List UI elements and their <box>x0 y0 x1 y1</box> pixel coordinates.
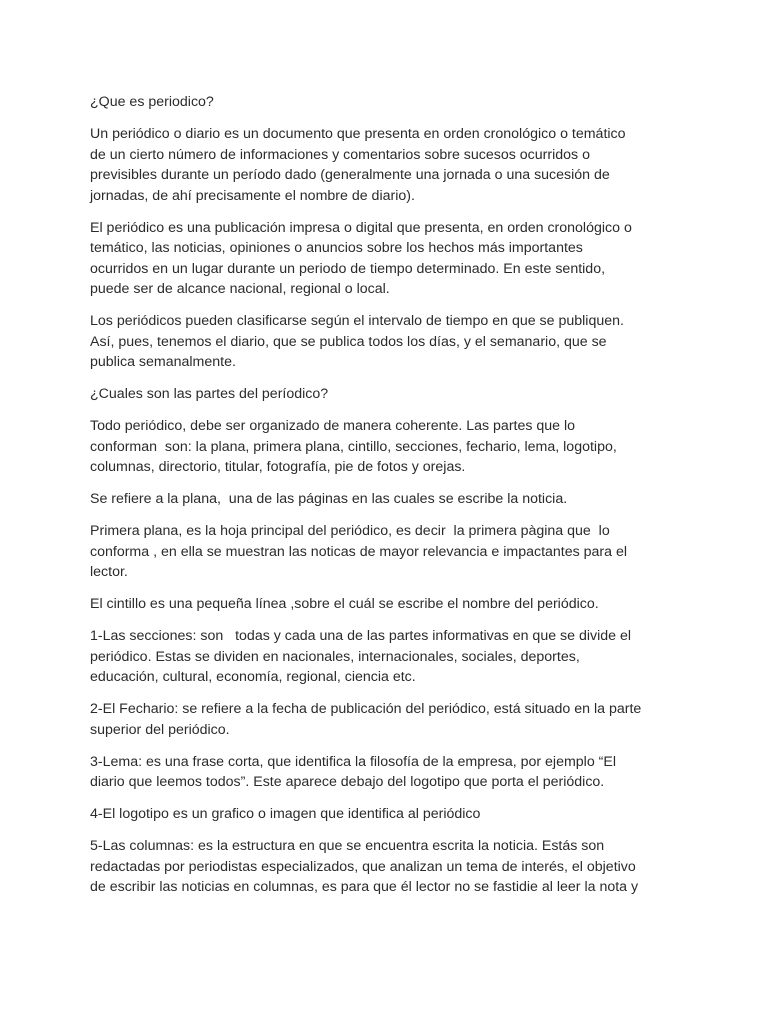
paragraph-primera-plana: Primera plana, es la hoja principal del periódico, es decir la primera pàgina que lo conforma , en ella se muestran las noticas de mayor relevancia e impactantes para el lector. <box>90 523 628 580</box>
paragraph-lema: 3-Lema: es una frase corta, que identifica la filosofía de la empresa, por ejemplo “El diario que leemos todos”. Este aparece debajo del logotipo que porta el periódico. <box>90 753 617 790</box>
paragraph-definicion: Un periódico o diario es un documento que presenta en orden cronológico o temático de un cierto número de informaciones y comentarios sobre sucesos ocurridos o previsibles durante un período dado (generalmente una jornada o una sucesión de jornadas, de ahí precisamente el nombre de diario). <box>90 126 626 204</box>
paragraph-fechario: 2-El Fechario: se refiere a la fecha de publicación del periódico, está situado en la parte superior del periódico. <box>90 701 642 738</box>
paragraph-logotipo: 4-El logotipo es un grafico o imagen que identifica al periódico <box>90 806 481 822</box>
heading-partes-periodico: ¿Cuales son las partes del períodico? <box>90 386 329 402</box>
paragraph-plana: Se refiere a la plana, una de las páginas en las cuales se escribe la noticia. <box>90 491 568 507</box>
paragraph-clasificacion: Los periódicos pueden clasificarse según el intervalo de tiempo en que se publiquen. Así, pues, tenemos el diario, que se publica todos los días, y el semanario, que se publica semanalmente. <box>90 313 624 370</box>
paragraph-partes: Todo periódico, debe ser organizado de manera coherente. Las partes que lo conforman son: la plana, primera plana, cintillo, secciones, fechario, lema, logotipo, columnas, directorio, titular, fotografía, pie de fotos y orejas. <box>90 418 617 475</box>
document-page <box>90 92 680 909</box>
paragraph-publicacion: El periódico es una publicación impresa o digital que presenta, en orden cronológico o temático, las noticias, opiniones o anuncios sobre los hechos más importantes ocurridos en un lugar durante un periodo de tiempo determinado. En este sentido, puede ser de alcance nacional, regional o local. <box>90 219 632 297</box>
heading-que-es-periodico: ¿Que es periodico? <box>90 94 214 110</box>
paragraph-columnas: 5-Las columnas: es la estructura en que se encuentra escrita la noticia. Estás son redactadas por periodistas especializados, que analizan un tema de interés, el objetivo de escribir las noticias en columnas, es para que él lector no se fastidie al leer la nota y <box>90 838 639 895</box>
paragraph-secciones: 1-Las secciones: son todas y cada una de las partes informativas en que se divide el periódico. Estas se dividen en nacionales, internacionales, sociales, deportes, educación, cultural, economía, regional, ciencia etc. <box>90 628 632 685</box>
paragraph-cintillo: El cintillo es una pequeña línea ,sobre el cuál se escribe el nombre del periódico. <box>90 596 599 612</box>
